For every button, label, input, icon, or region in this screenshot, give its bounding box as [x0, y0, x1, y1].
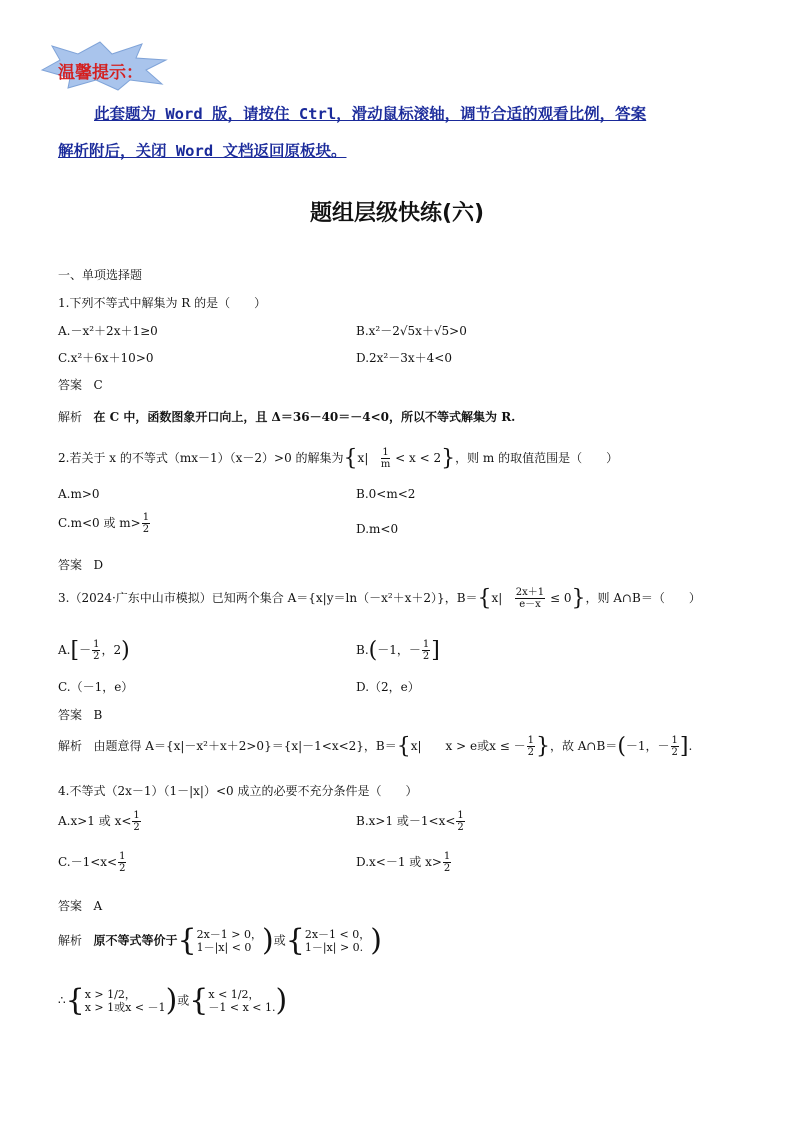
- q1-answer-row: [58, 376, 103, 393]
- notice-line-2: 解析附后，关闭 Word 文档返回原板块。: [58, 142, 347, 160]
- q1-answer: C: [93, 378, 103, 392]
- q1-stem: 1.下列不等式中解集为 R 的是（ ）: [58, 296, 267, 310]
- q3-option-a: A.[－ $\frac{1}{2}$ ，2): [58, 638, 130, 663]
- q1-option-a: A.－x²＋2x＋1≥0: [58, 324, 158, 338]
- q4-option-c: C.－1<x< $\frac{1}{2}$: [58, 851, 126, 874]
- q3-answer-row: 答案 B: [58, 708, 103, 722]
- answer-label: 答案: [58, 378, 83, 392]
- page-title: 题组层级快练(六): [309, 201, 485, 226]
- analysis-label: 解析: [58, 410, 83, 424]
- q2-option-c: C.m<0 或 m> $\frac{1}{2}$: [58, 512, 150, 535]
- q4-option-b: B.x>1 或－1<x< $\frac{1}{2}$: [356, 810, 464, 833]
- notice-line-1: 此套题为 Word 版，请按住 Ctrl，滑动鼠标滚轴，调节合适的观看比例，答案: [94, 105, 647, 123]
- q3-analysis-row: 解析 由题意得 A＝{x|－x²＋x＋2>0}＝{x|－1<x<2}，B＝{x| x > e或x ≤ － $\frac{1}{2}$ }，故 A∩B＝(－1，－ $\frac{1}{2}$ ].: [58, 734, 693, 759]
- q1-option-d: D.2x²－3x＋4<0: [356, 351, 452, 365]
- q4-option-d: D.x<－1 或 x> $\frac{1}{2}$: [356, 851, 451, 874]
- q4-option-a: A.x>1 或 x< $\frac{1}{2}$: [58, 810, 140, 833]
- q4-stem: 4.不等式（2x－1）（1－|x|）<0 成立的必要不充分条件是（ ）: [58, 784, 418, 798]
- q4-analysis-row: 解析 原不等式等价于{2x－1 > 0， 1－|x| < 0 )或{2x－1 < 0， 1－|x| > 0. ): [58, 923, 382, 958]
- q2-answer: D: [93, 558, 104, 572]
- q1-option-c: C.x²＋6x＋10>0: [58, 351, 154, 365]
- q4-answer-row: 答案 A: [58, 899, 103, 913]
- q3-answer: B: [93, 708, 103, 722]
- q2-stem: 2.若关于 x 的不等式（mx－1）（x－2）>0 的解集为{x| $\frac{1}{m}$ < x < 2}，则 m 的取值范围是（ ）: [58, 446, 619, 471]
- q4-answer: A: [93, 899, 103, 913]
- q1-analysis-row: [58, 408, 515, 425]
- q1-analysis: 在 C 中，函数图象开口向上，且 Δ＝36－40＝－4<0，所以不等式解集为 R.: [93, 410, 516, 424]
- q3-option-d: D.（2，e）: [356, 680, 420, 694]
- q1-option-b: B.x²－2√5x＋√5>0: [356, 324, 467, 338]
- q3-stem: 3.（2024·广东中山市模拟）已知两个集合 A＝{x|y＝ln（－x²＋x＋2）}，B＝{x| $\frac{2x+1}{e-x}$ ≤ 0}，则 A∩B＝（ ）: [58, 586, 701, 611]
- q2-option-b: B.0<m<2: [356, 487, 416, 501]
- q2-answer-row: 答案 D: [58, 558, 104, 572]
- q3-option-c: C.（－1，e）: [58, 680, 134, 694]
- q2-option-d: D.m<0: [356, 522, 399, 536]
- q2-option-a: A.m>0: [58, 487, 100, 501]
- tip-label: 温馨提示：: [58, 63, 143, 83]
- q4-conclusion-row: ∴{x > 1/2， x > 1或x < －1)或{x < 1/2， －1 < x < 1.): [58, 983, 288, 1018]
- q3-option-b: B.(－1，－ $\frac{1}{2}$ ]: [356, 638, 440, 663]
- section-heading: 一、单项选择题: [58, 268, 143, 282]
